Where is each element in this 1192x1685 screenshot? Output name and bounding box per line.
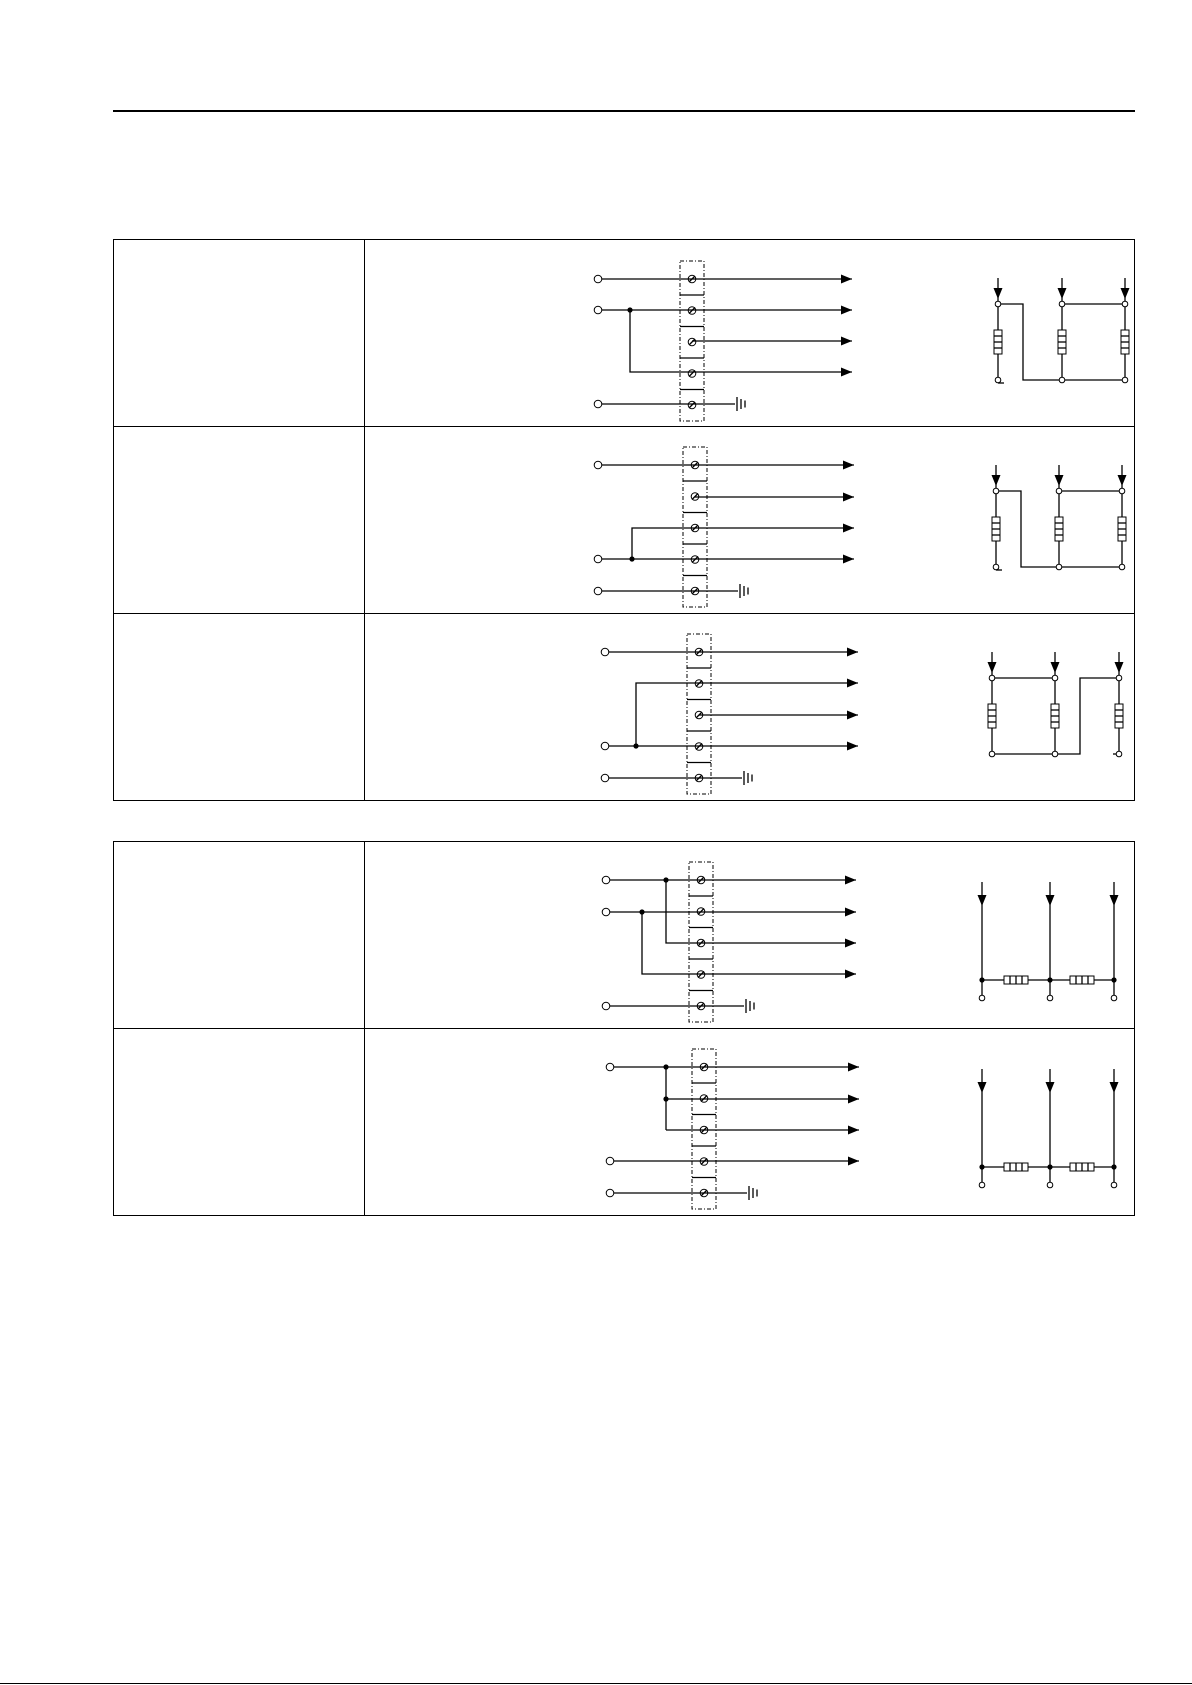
terminal-icon [1059,377,1065,383]
terminal-icon [989,751,995,757]
input-terminal-icon [602,1002,610,1010]
input-terminal-icon [602,908,610,916]
terminal-icon [1116,751,1122,757]
wiring-diagram-cell [365,1029,1134,1215]
terminal-icon [1059,301,1065,307]
wiring-diagram-cell [365,842,1134,1028]
wiring-diagram [365,614,1134,800]
table-row [114,1028,1134,1215]
terminal-icon [1052,675,1058,681]
input-terminal-icon [601,648,609,656]
table-row [114,240,1134,426]
arrow-icon [1110,1082,1119,1093]
terminal-icon [989,675,995,681]
input-terminal-icon [602,876,610,884]
wiring-diagram [365,1029,1134,1215]
arrow-icon [847,711,858,720]
input-terminal-icon [594,461,602,469]
connection-table-b [113,841,1135,1216]
input-terminal-icon [606,1189,614,1197]
arrow-icon [1118,475,1127,486]
arrow-icon [994,288,1003,299]
arrow-icon [841,368,852,377]
arrow-icon [843,461,854,470]
row-label-cell [114,842,365,1028]
wiring-diagram-cell [365,614,1134,800]
arrow-icon [847,742,858,751]
arrow-icon [845,876,856,885]
arrow-icon [1055,475,1064,486]
input-terminal-icon [594,306,602,314]
terminal-icon [993,564,999,570]
ground-icon [740,584,748,598]
input-terminal-icon [594,275,602,283]
input-terminal-icon [601,774,609,782]
row-label-cell [114,427,365,613]
table-row [114,613,1134,800]
arrow-icon [1046,1082,1055,1093]
connection-table-a [113,239,1135,801]
row-label-cell [114,240,365,426]
arrow-icon [1051,662,1060,673]
terminal-icon [1056,564,1062,570]
wiring-diagram [365,240,1134,426]
arrow-icon [845,939,856,948]
arrow-icon [848,1063,859,1072]
input-terminal-icon [594,555,602,563]
table-row [114,842,1134,1028]
arrow-icon [978,895,987,906]
terminal-icon [1056,488,1062,494]
arrow-icon [845,908,856,917]
arrow-icon [1121,288,1130,299]
arrow-icon [1110,895,1119,906]
terminal-icon [1119,564,1125,570]
terminal-icon [1116,675,1122,681]
arrow-icon [1058,288,1067,299]
arrow-icon [843,524,854,533]
input-terminal-icon [601,742,609,750]
arrow-icon [848,1095,859,1104]
input-terminal-icon [606,1157,614,1165]
arrow-icon [843,493,854,502]
terminal-icon [1111,1182,1117,1188]
wiring-diagram [365,427,1134,613]
wiring-diagram-cell [365,427,1134,613]
arrow-icon [841,275,852,284]
arrow-icon [847,679,858,688]
ground-icon [744,771,752,785]
input-terminal-icon [594,587,602,595]
input-terminal-icon [594,400,602,408]
arrow-icon [988,662,997,673]
arrow-icon [843,555,854,564]
terminal-icon [993,488,999,494]
arrow-icon [847,648,858,657]
arrow-icon [841,306,852,315]
terminal-icon [1122,301,1128,307]
ground-icon [737,397,745,411]
terminal-icon [1052,751,1058,757]
terminal-icon [995,377,1001,383]
arrow-icon [848,1157,859,1166]
terminal-icon [1047,1182,1053,1188]
wire [999,491,1056,567]
terminal-icon [979,995,985,1001]
table-row [114,426,1134,613]
arrow-icon [848,1126,859,1135]
terminal-icon [1119,488,1125,494]
wire [632,528,854,559]
ground-icon [749,1186,757,1200]
terminal-icon [995,301,1001,307]
header-rule [113,110,1135,112]
wiring-diagram [365,842,1134,1028]
row-label-cell [114,1029,365,1215]
input-terminal-icon [606,1063,614,1071]
wire [1058,678,1116,754]
arrow-icon [978,1082,987,1093]
terminal-icon [979,1182,985,1188]
footer-rule [0,1683,1192,1684]
terminal-icon [1047,995,1053,1001]
ground-icon [746,999,754,1013]
arrow-icon [845,970,856,979]
arrow-icon [841,337,852,346]
arrow-icon [1046,895,1055,906]
terminal-icon [1122,377,1128,383]
arrow-icon [1115,662,1124,673]
arrow-icon [992,475,1001,486]
wiring-diagram-cell [365,240,1134,426]
row-label-cell [114,614,365,800]
terminal-icon [1111,995,1117,1001]
wire [1001,304,1059,380]
